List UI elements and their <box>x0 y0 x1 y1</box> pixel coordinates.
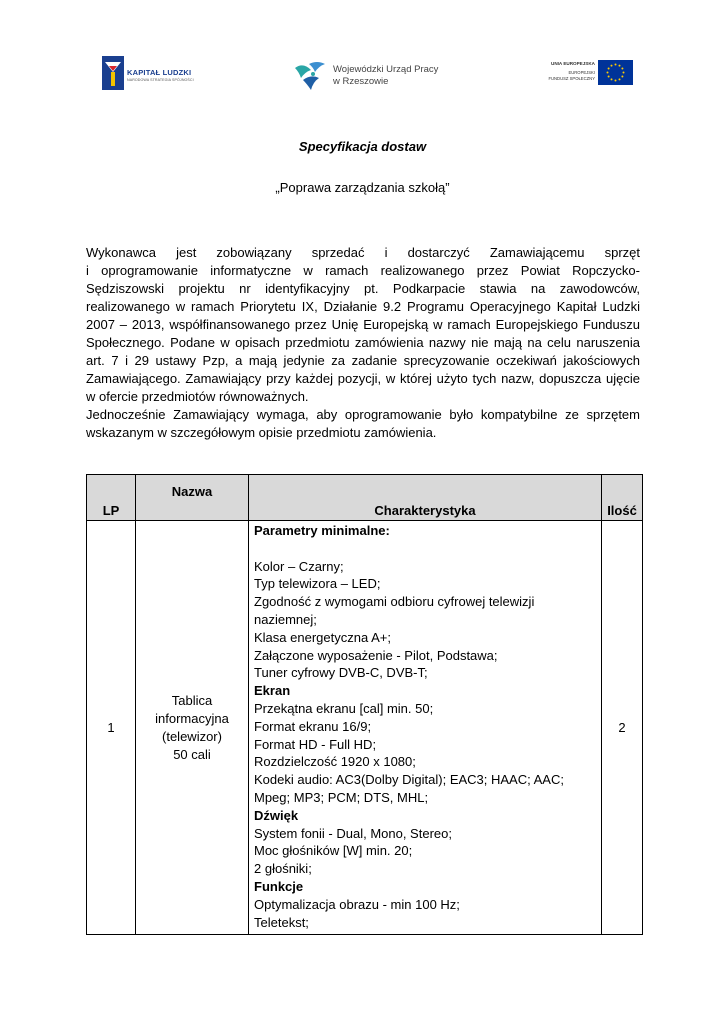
kapital-ludzki-title: KAPITAŁ LUDZKI <box>127 68 192 77</box>
characteristic-line: Przekątna ekranu [cal] min. 50; <box>254 700 434 716</box>
document-subtitle: „Poprawa zarządzania szkołą” <box>275 180 450 195</box>
name-line: (telewizor) <box>162 728 222 744</box>
header-characteristics: Charakterystyka <box>249 475 602 521</box>
wup-logo <box>293 58 453 92</box>
characteristic-line: Optymalizacja obrazu - min 100 Hz; <box>254 896 460 912</box>
kapital-ludzki-subtitle: NARODOWA STRATEGIA SPÓJNOŚCI <box>127 78 194 82</box>
intro-line: Wykonawca jest zobowiązany sprzedać i dostarczyć Zamawiającemu sprzęt <box>86 245 640 260</box>
intro-line: Sędziszowski projektu nr identyfikacyjny pt. Podkarpacie stawia na zawodowców, <box>86 281 640 296</box>
characteristic-line: Rozdzielczość 1920 x 1080; <box>254 754 416 770</box>
table-row <box>87 521 643 935</box>
specification-table <box>86 474 643 935</box>
characteristic-heading: Funkcje <box>254 878 304 894</box>
characteristic-heading: Parametry minimalne: <box>254 523 390 538</box>
characteristic-line: Typ telewizora – LED; <box>254 576 381 592</box>
document-title: Specyfikacja dostaw <box>298 139 427 154</box>
characteristic-line: Format ekranu 16/9; <box>254 718 372 734</box>
cell-lp: 1 <box>87 521 136 935</box>
header-lp: LP <box>87 475 136 521</box>
intro-line: wskazanym w szczegółowym opisie przedmiotu zamówienia. <box>86 425 437 440</box>
eu-flag-icon <box>598 60 633 85</box>
cell-characteristics <box>249 521 602 935</box>
intro-paragraph <box>86 244 640 442</box>
characteristic-line: Tuner cyfrowy DVB-C, DVB-T; <box>254 665 428 681</box>
eu-logo <box>535 60 633 88</box>
characteristic-line: Mpeg; MP3; PCM; DTS, MHL; <box>254 789 429 805</box>
characteristic-line: 2 głośniki; <box>254 861 312 877</box>
wup-name-line2: w Rzeszowie <box>333 76 389 87</box>
intro-line: i oprogramowanie informatyczne w ramach realizowanego przez Powiat Ropczycko- <box>86 263 640 278</box>
characteristic-line: System fonii - Dual, Mono, Stereo; <box>254 825 452 841</box>
intro-line: art. 7 i 29 ustawy Pzp, a mają jedynie za zadanie sprecyzowanie oczekiwań jakościowych <box>86 353 640 368</box>
kapital-ludzki-emblem-icon <box>102 56 124 90</box>
characteristic-line: Kolor – Czarny; <box>254 558 344 574</box>
characteristic-line: Zgodność z wymogami odbioru cyfrowej telewizji <box>254 594 535 610</box>
name-line: informacyjna <box>155 710 229 726</box>
header-name: Nazwa <box>136 475 249 521</box>
intro-line: Jednocześnie Zamawiający wymaga, aby oprogramowanie było kompatybilne ze sprzętem <box>86 407 640 422</box>
intro-line: w ofercie przedmiotów równoważnych. <box>86 389 309 404</box>
wup-bird-icon <box>293 58 329 92</box>
characteristic-line: Format HD - Full HD; <box>254 736 377 752</box>
characteristic-heading: Ekran <box>254 683 291 699</box>
eu-logo-line3: FUNDUSZ SPOŁECZNY <box>548 76 595 81</box>
intro-line: Społecznego. Podane w opisach przedmiotu zamówienia nazwy nie mają na celu naruszenia <box>86 335 640 350</box>
name-line: 50 cali <box>173 746 211 762</box>
wup-name-line1: Wojewódzki Urząd Pracy <box>333 64 439 75</box>
characteristic-line: Teletekst; <box>254 914 309 930</box>
characteristic-line: Klasa energetyczna A+; <box>254 629 391 645</box>
header-quantity: Ilość <box>602 475 643 521</box>
cell-quantity: 2 <box>602 521 643 935</box>
cell-name <box>136 521 249 935</box>
eu-logo-line2: EUROPEJSKI <box>568 70 595 75</box>
table-header-row <box>87 475 643 521</box>
eu-logo-line1: UNIA EUROPEJSKA <box>551 61 595 66</box>
characteristic-line: Moc głośników [W] min. 20; <box>254 843 413 859</box>
characteristic-line: Kodeki audio: AC3(Dolby Digital); EAC3; HAAC; AAC; <box>254 772 564 788</box>
intro-line: 2007 – 2013, współfinansowanego przez Unię Europejską w ramach Europejskiego Funduszu <box>86 317 640 332</box>
kapital-ludzki-logo <box>102 56 202 90</box>
name-line: Tablica <box>171 692 213 708</box>
characteristic-line <box>254 540 597 558</box>
intro-line: Zamawiającego. Zamawiający przy każdej pozycji, w której użyto tych nazw, dopuszcza ujęcie <box>86 371 640 386</box>
intro-line: realizowanego w ramach Priorytetu IX, Działanie 9.2 Programu Operacyjnego Kapitał Ludzki <box>86 299 640 314</box>
characteristic-line: Załączone wyposażenie - Pilot, Podstawa; <box>254 647 498 663</box>
characteristic-line: naziemnej; <box>254 611 317 627</box>
characteristic-heading: Dźwięk <box>254 807 299 823</box>
